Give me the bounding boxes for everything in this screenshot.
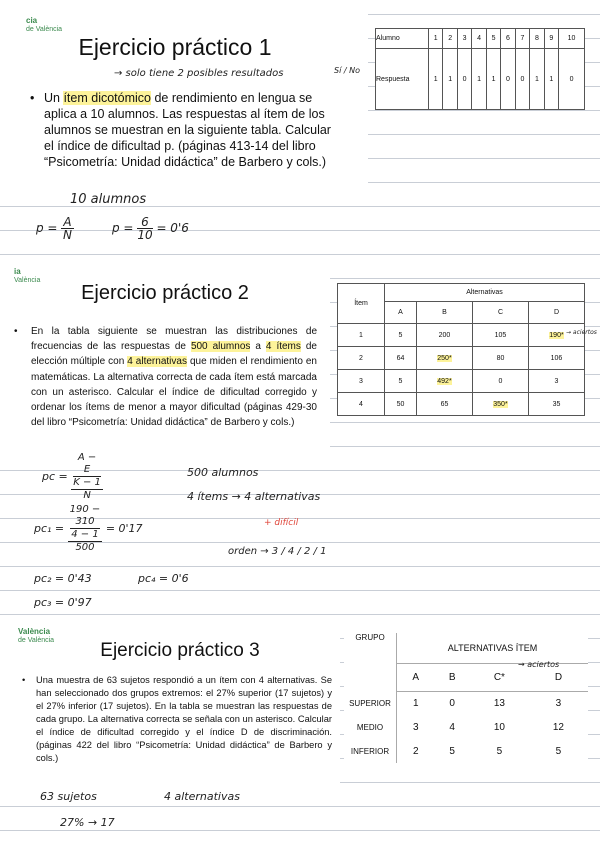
ex2-item-cell: 2 (338, 347, 385, 370)
ex2-value-cell: 80 (472, 347, 528, 370)
ex1-alumno-cell: 6 (501, 29, 515, 49)
ex3-value-cell: 3 (555, 698, 562, 710)
ex1-alumno-cell: 4 (472, 29, 486, 49)
ex3-value-cell: 10 (493, 722, 505, 734)
ex3-note-pct: 27% → 17 (60, 816, 115, 829)
ex3-value-cell: 5 (555, 745, 562, 757)
ex2-slide: ia València Ejercicio práctico 2 • En la tabla siguiente se muestran las distribuciones de frecuencias de las respuestas de 500 alumnos a 4 ítems de elección múltiple con 4 alternativas que miden el rendimiento en matemáticas. La alternativa correcta de cada ítem está marcada con un asterisco. Calcular el índice de dificultad corregido y ordenar los ítems de menor a mayor dificultad (páginas 429-30 del libro “Psicometría: Unidad didáctica” de Barbero y cols.) (0, 266, 330, 448)
ex3-note-alternativas: 4 alternativas (164, 790, 240, 803)
ex2-col-header: B (416, 302, 472, 324)
ex3-value-cell: 5 (496, 745, 503, 757)
ex1-alumno-cell: 7 (515, 29, 529, 49)
ex1-alumno-cell: 1 (429, 29, 443, 49)
ex2-title: Ejercicio práctico 2 (81, 282, 249, 304)
ex1-text: Un ítem dicotómico de rendimiento en lengua se aplica a 10 alumnos. Las respuestas al ítem de los alumnos se muestran en la siguiente tabla. Calcular el índice de dificultad p. (páginas 413-14 del libro “Psicometría: Unidad didáctica” de Barbero y cols.) (44, 91, 331, 169)
ex1-respuesta-cell: 0 (515, 49, 529, 110)
ex3-alternativas-header: ALTERNATIVAS ÍTEM (397, 633, 589, 663)
ex1-respuesta-cell: 0 (501, 49, 515, 110)
ex2-formula-pc1: pc₁ = 190 − 310 4 − 1 500 = 0'17 (34, 504, 143, 553)
ex3-note-sujetos: 63 sujetos (40, 790, 97, 803)
ex2-note-pc4: pc₄ = 0'6 (138, 572, 189, 585)
ex1-alumno-cell: 9 (544, 29, 558, 49)
ex1-logo: cia de València (26, 16, 63, 33)
ex3-col-header: D (529, 663, 588, 691)
ex3-col-header: B (435, 663, 470, 691)
ex2-value-cell: 64 (385, 347, 417, 370)
ex3-group-header: GRUPO (344, 633, 397, 691)
ex1-alumno-cell: 10 (559, 29, 585, 49)
ex1-slide: cia de València Ejercicio práctico 1 • Un ítem dicotómico de rendimiento en lengua se aplica a 10 alumnos. Las respuestas al ítem de los alumnos se muestran en la siguiente tabla. Calcular el índice de dificultad p. (páginas 413-14 del libro “Psicometría: Unidad didáctica” de Barbero y cols.) (0, 12, 368, 184)
ex1-respuesta-cell: 1 (472, 49, 486, 110)
ex2-item-cell: 3 (338, 370, 385, 393)
ex2-item-cell: 1 (338, 324, 385, 347)
ex2-note-orden: orden → 3 / 4 / 2 / 1 (228, 546, 327, 557)
ex3-title: Ejercicio práctico 3 (100, 640, 260, 661)
ex2-value-cell: 106 (528, 347, 584, 370)
ex2-value-cell: 50 (385, 393, 417, 416)
ex2-note-pc2: pc₂ = 0'43 (34, 572, 92, 585)
ex2-logo: ia València (14, 267, 41, 284)
ex3-group-cell: SUPERIOR (344, 691, 397, 716)
ex2-formula-general: pc = A − E K − 1 N (42, 452, 101, 501)
ex3-value-cell: 2 (412, 745, 419, 757)
ex2-note-aciertos: → aciertos (566, 329, 597, 336)
ex2-value-cell: 0 (472, 370, 528, 393)
ex1-formula-general: p = $\frac{A}{N}$ (36, 215, 72, 242)
ex2-table (337, 283, 585, 416)
ex3-text: Una muestra de 63 sujetos respondió a un ítem con 4 alternativas. Se han seleccionado dos grupos extremos: el 27% superior (17 sujetos) y el 27% inferior (17 sujetos). En la tabla se muestran las respuestas de cada grupo. La alternativa correcta se señala con un asterisco. Calcular el índice de dificultad corregido y el índice D de discriminación. (páginas 422 del libro “Psicometría: Unidad didáctica” de Barbero y cols.) (36, 675, 332, 763)
ex2-note-items: 4 ítems → 4 alternativas (187, 490, 321, 503)
ex1-respuesta-cell: 1 (429, 49, 443, 110)
ex2-col-header: A (385, 302, 417, 324)
ex3-value-cell: 1 (412, 698, 419, 710)
ex2-item-cell: 4 (338, 393, 385, 416)
ex2-value-cell: 105 (472, 324, 528, 347)
ex2-value-cell: 3 (528, 370, 584, 393)
ex3-col-header: A (397, 663, 435, 691)
ex3-value-cell: 4 (449, 722, 455, 734)
ex1-respuesta-cell: 1 (443, 49, 457, 110)
ex3-value-cell: 3 (412, 722, 419, 734)
ex2-value-cell: 492* (416, 370, 472, 393)
ex2-col-header: C (472, 302, 528, 324)
ex1-respuesta-cell: 0 (559, 49, 585, 110)
ex1-formula-result: p = $\frac{6}{10}$ = 0'6 (112, 215, 189, 242)
ex2-value-cell: 5 (385, 324, 417, 347)
ex1-table (375, 28, 585, 110)
ex2-value-cell: 35 (528, 393, 584, 416)
ex3-logo: València de València (18, 627, 55, 644)
ex2-value-cell: 65 (416, 393, 472, 416)
ex2-value-cell: 250* (416, 347, 472, 370)
ex1-respuesta-cell: 1 (530, 49, 544, 110)
ex1-respuesta-cell: 1 (544, 49, 558, 110)
ex1-table-row-label: Respuesta (376, 49, 429, 110)
ex2-item-header: Ítem (338, 284, 385, 324)
ex2-text: En la tabla siguiente se muestran las distribuciones de frecuencias de las respuestas de 500 alumnos a 4 ítems de elección múltiple con 4 alternativas que miden el rendimiento en matemáticas. La alternativa correcta de cada ítem está marcada con un asterisco. Calcular el índice de dificultad corregido y ordenar los ítems de menor a mayor dificultad (páginas 429-30 del libro “Psicometría: Unidad didáctica” de Barbero y cols.) (31, 326, 317, 429)
ex1-title: Ejercicio práctico 1 (78, 34, 272, 60)
ex2-value-cell: 200 (416, 324, 472, 347)
ex3-col-header: C* (470, 663, 529, 691)
ex3-note-aciertos: → aciertos (518, 660, 560, 669)
ex1-respuesta-cell: 0 (457, 49, 471, 110)
ex3-table (344, 633, 588, 763)
ex3-group-cell: MEDIO (344, 716, 397, 740)
ex1-alumno-cell: 2 (443, 29, 457, 49)
ex1-note-si-no: Sí / No (334, 66, 360, 75)
ex1-respuesta-cell: 1 (486, 49, 500, 110)
ex2-value-cell: 190* (528, 324, 584, 347)
ex3-group-cell: INFERIOR (344, 739, 397, 763)
ex3-value-cell: 0 (449, 698, 455, 710)
ex3-value-cell: 13 (493, 698, 505, 710)
ex2-note-alumnos: 500 alumnos (187, 466, 259, 479)
ex2-note-mas-dificil: + difícil (264, 518, 299, 528)
ex2-note-pc3: pc₃ = 0'97 (34, 596, 92, 609)
ex1-note-solo: → solo tiene 2 posibles resultados (114, 68, 284, 79)
ex1-alumno-cell: 8 (530, 29, 544, 49)
ex1-alumno-cell: 3 (457, 29, 471, 49)
ex3-value-cell: 12 (552, 722, 564, 734)
ex1-note-alumnos: 10 alumnos (70, 192, 147, 207)
ex1-alumno-cell: 5 (486, 29, 500, 49)
ex2-alternativas-header: Alternativas (385, 284, 585, 302)
ex3-value-cell: 5 (449, 745, 455, 757)
ex2-value-cell: 350* (472, 393, 528, 416)
ex1-table-row-label: Alumno (376, 29, 429, 49)
ex3-slide: València de València Ejercicio práctico 3 • Una muestra de 63 sujetos respondió a un ítem con 4 alternativas. Se han seleccionado dos grupos extremos: el 27% superior (17 sujetos) y el 27% inferior (17 sujetos). En la tabla se muestran las respuestas de cada grupo. La alternativa correcta se señala con un asterisco. Calcular el índice de dificultad corregido y el índice D de discriminación. (páginas 422 del libro “Psicometría: Unidad didáctica” de Barbero y cols.) (0, 626, 340, 788)
ex2-value-cell: 5 (385, 370, 417, 393)
ex2-col-header: D (528, 302, 584, 324)
